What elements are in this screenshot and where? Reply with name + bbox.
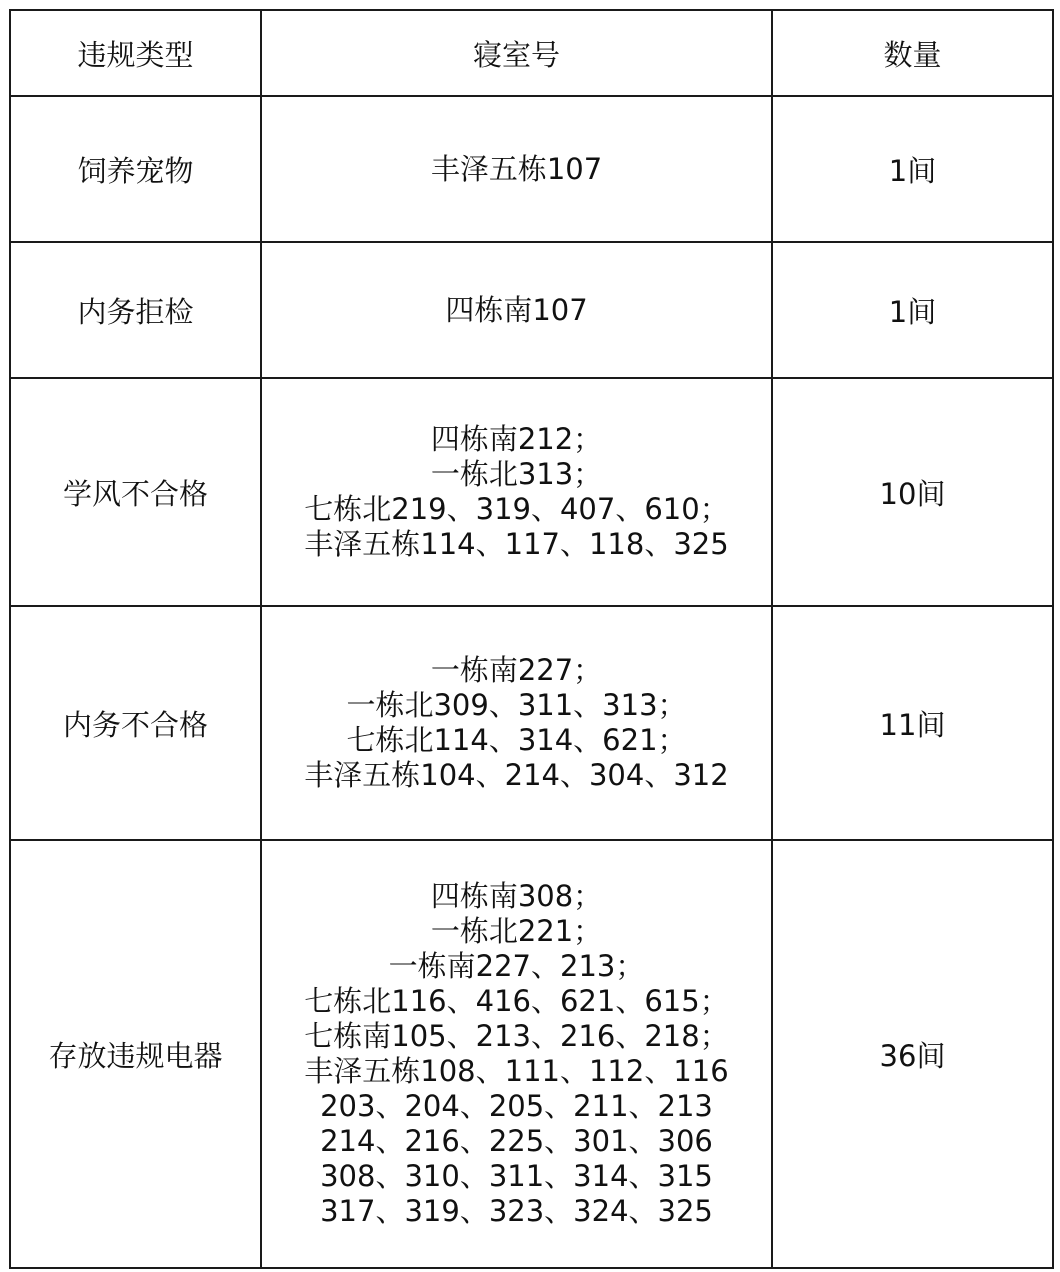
room-list-cell [261, 840, 772, 1268]
table-row [10, 606, 1053, 840]
room-line: 203、204、205、211、213 [320, 1089, 713, 1123]
room-line: 丰泽五栋107 [430, 151, 603, 186]
room-line: 丰泽五栋108、111、112、116 [304, 1054, 729, 1088]
room-line: 一栋北313； [430, 457, 603, 491]
room-line: 丰泽五栋114、117、118、325 [304, 527, 729, 561]
violation-type-cell: 学风不合格 [10, 378, 261, 606]
table-header-row [10, 10, 1053, 96]
table-row [10, 840, 1053, 1268]
room-line: 一栋北221； [430, 914, 603, 948]
room-line: 四栋南308； [430, 879, 603, 913]
violation-type-cell: 内务不合格 [10, 606, 261, 840]
table-row [10, 96, 1053, 242]
room-line: 七栋南105、213、216、218； [304, 1019, 729, 1053]
room-list-cell [261, 606, 772, 840]
room-list-cell [261, 378, 772, 606]
violation-type-cell: 存放违规电器 [10, 840, 261, 1268]
count-cell: 1间 [772, 96, 1053, 242]
count-cell: 36间 [772, 840, 1053, 1268]
table-row [10, 242, 1053, 378]
table-row [10, 378, 1053, 606]
header-room-number: 寝室号 [261, 10, 772, 96]
header-violation-type: 违规类型 [10, 10, 261, 96]
room-line: 七栋北219、319、407、610； [304, 492, 729, 526]
count-cell: 1间 [772, 242, 1053, 378]
room-line: 一栋南227、213； [388, 949, 645, 983]
room-list-cell [261, 96, 772, 242]
room-line: 308、310、311、314、315 [320, 1159, 713, 1193]
room-line: 四栋南107 [445, 292, 588, 327]
room-line: 七栋北114、314、621； [346, 723, 687, 757]
room-line: 一栋南227； [430, 653, 603, 687]
room-line: 七栋北116、416、621、615； [304, 984, 729, 1018]
header-count: 数量 [772, 10, 1053, 96]
room-line: 一栋北309、311、313； [346, 688, 687, 722]
room-line: 317、319、323、324、325 [320, 1194, 713, 1228]
count-cell: 10间 [772, 378, 1053, 606]
count-cell: 11间 [772, 606, 1053, 840]
room-line: 214、216、225、301、306 [320, 1124, 713, 1158]
room-list-cell [261, 242, 772, 378]
violations-table [9, 9, 1054, 1269]
room-line: 四栋南212； [430, 422, 603, 456]
violation-type-cell: 内务拒检 [10, 242, 261, 378]
violation-type-cell: 饲养宠物 [10, 96, 261, 242]
room-line: 丰泽五栋104、214、304、312 [304, 758, 729, 792]
